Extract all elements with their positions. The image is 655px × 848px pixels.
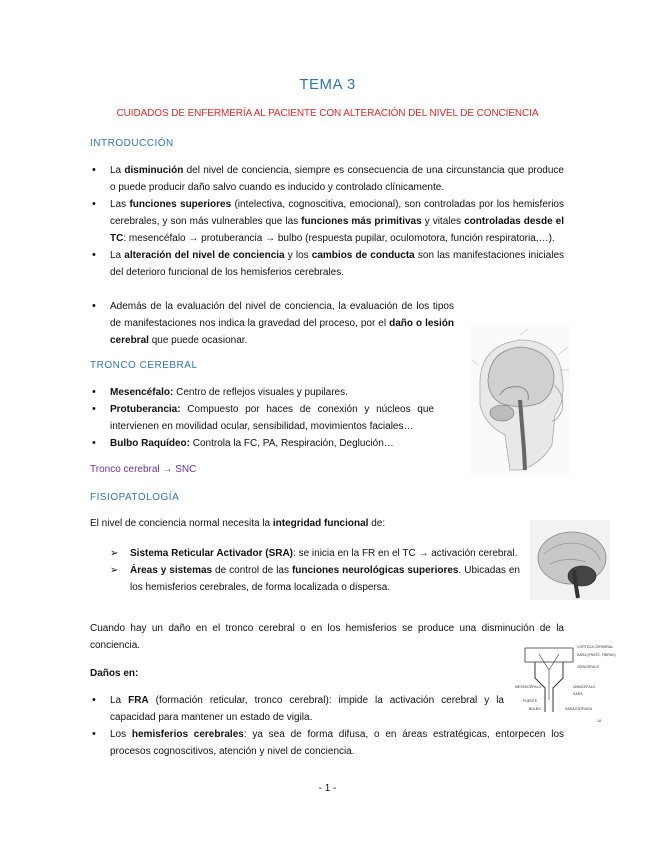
brain-sagittal-figure [470, 325, 570, 475]
fisio-arrow-list [110, 545, 520, 596]
section-heading-tronco: TRONCO CEREBRAL [90, 360, 198, 371]
list-item: • La FRA (formación reticular, tronco cerebral): impide la activación cerebral y la capacidad para mantener un estado de vigila. [90, 692, 564, 726]
list-item: ➢ Sistema Reticular Activador (SRA): se inicia en la FR en el TC → activación cerebral. [110, 545, 520, 562]
document-title: TEMA 3 [299, 76, 356, 93]
brain-lateral-figure [530, 520, 610, 600]
danos-list [90, 692, 564, 760]
diagram-label: PUENTE [523, 699, 538, 703]
diagram-label: CORTEZA CEREBRAL [577, 645, 614, 649]
page-number: - 1 - [318, 783, 337, 794]
section-heading-fisio: FISIOPATOLOGÍA [90, 492, 180, 503]
section-heading-intro: INTRODUCCIÓN [90, 138, 174, 149]
list-item: • La alteración del nivel de conciencia y los cambios de conducta son las manifestaciones iniciales del deterioro funcional de los hemisferios cerebrales. [90, 247, 564, 281]
list-item: • La disminución del nivel de conciencia, siempre es consecuencia de una circunstancia que produce o puede producir daño salvo cuando es inducido y controlado clínicamente. [90, 162, 564, 196]
list-item: ➢ Áreas y sistemas de control de las funciones neurológicas superiores. Ubicadas en los hemisferios cerebrales, de forma localizada o dispersa. [110, 562, 520, 596]
fisio-intro: El nivel de conciencia normal necesita la integridad funcional de: [90, 518, 386, 529]
diagram-label: DIENCÉFALO [577, 665, 600, 669]
diagram-label: BULBO [529, 707, 541, 711]
intro-list [90, 162, 564, 281]
diagram-label: MESENCÉFALO [515, 685, 542, 689]
list-item: • Protuberancia: Compuesto por haces de conexión y núcleos que intervienen en movilidad ocular, sensibilidad, movimientos faciales… [90, 401, 434, 435]
tronco-list [90, 384, 434, 452]
diagram-label: SARA (FRATC, FIBRAS) [577, 653, 616, 657]
diagram-label: SARA ENTRADA [565, 707, 593, 711]
list-item: • Mesencéfalo: Centro de reflejos visuales y pupilares. [90, 384, 434, 401]
list-item: • Además de la evaluación del nivel de conciencia, la evaluación de los tipos de manifestaciones nos indica la gravedad del proceso, por el daño o lesión cerebral que puede ocasionar. [90, 298, 564, 349]
diagram-label: UNINCEFALO [573, 685, 596, 689]
list-item: • Los hemisferios cerebrales: ya sea de forma difusa, o en áreas estratégicas, entorpecen los procesos cognoscitivos, atención y nivel de conciencia. [90, 726, 564, 760]
document-subtitle: CUIDADOS DE ENFERMERÍA AL PACIENTE CON ALTERACIÓN DEL NIVEL DE CONCIENCIA [116, 108, 539, 119]
sara-diagram-figure [515, 640, 616, 725]
tronco-note: Tronco cerebral → SNC [90, 464, 197, 475]
danos-heading: Daños en: [90, 668, 139, 679]
diagram-label: SARA [573, 692, 583, 696]
fisio-paragraph: Cuando hay un daño en el tronco cerebral o en los hemisferios se produce una disminución de la conciencia. [90, 623, 564, 651]
diagram-label: 1A [597, 719, 602, 723]
list-item: • Las funciones superiores (intelectiva, cognoscitiva, emocional), son controladas por los hemisferios cerebrales, y son más vulnerables que las funciones más primitivas y vitales controladas desde el TC: mesencéfalo → protuberancia → bulbo (respuesta pupilar, oculomotora, función respiratoria,…). [90, 196, 564, 247]
list-item: • Bulbo Raquídeo: Controla la FC, PA, Respiración, Deglución… [90, 435, 434, 452]
